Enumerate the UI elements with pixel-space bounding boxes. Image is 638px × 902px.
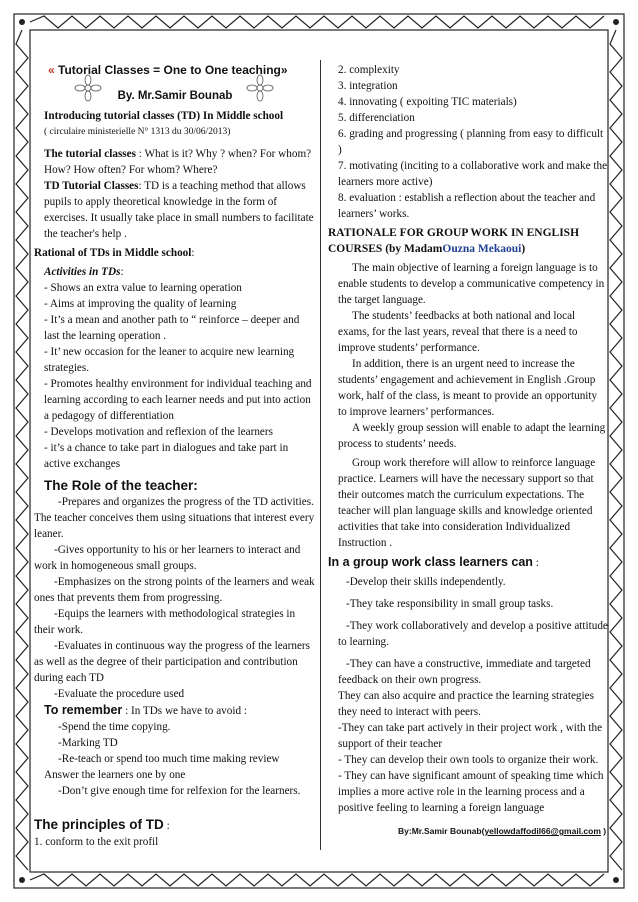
left-column <box>34 62 316 850</box>
circulaire-note: ( circulaire ministerielle N° 1313 du 30/06/2013) <box>44 127 231 137</box>
list-item: Answer the learners one by one <box>44 769 186 781</box>
group-heading: In a group work class learners can : <box>328 555 539 569</box>
list-item: -Re-teach or spend too much time making review <box>58 753 280 765</box>
rationale-paragraph: A weekly group session will enable to adapt the learning process to students’ needs. <box>338 422 606 450</box>
author-name: By. Mr.Samir Bounab <box>117 90 233 102</box>
list-item: - it’s a chance to take part in dialogues and take part in active exchanges <box>44 442 289 470</box>
list-item: -Don’t give enough time for relfexion for the learners. <box>58 785 301 797</box>
email-link[interactable]: yellowdaffodil66@gmail.com <box>484 826 601 836</box>
list-item: -They work collaboratively and develop a positive attitude to learning. <box>338 620 608 648</box>
list-item: - It’s a mean and another path to “ reinforce – deeper and last the learning operation . <box>44 314 300 342</box>
rationale-paragraph: The main objective of learning a foreign language is to enable students to develop a communicative competency in the target language. <box>338 262 605 306</box>
list-item: 4. innovating ( expoiting TIC materials) <box>338 96 517 108</box>
list-item: - They can have significant amount of speaking time which implies a more active role in the learning process and a positive feeling to learning a foreign language <box>338 770 604 814</box>
list-item: 3. integration <box>338 80 398 92</box>
list-item: 8. evaluation : establish a reflection about the teacher and learners’ works. <box>338 192 596 220</box>
list-item: -Equips the learners with methodological strategies in their work. <box>34 608 296 636</box>
list-item: 1. conform to the exit profil <box>34 836 159 848</box>
list-item: -Spend the time copying. <box>58 721 171 733</box>
remember-line: To remember : In TDs we have to avoid : <box>44 703 247 717</box>
role-heading: The Role of the teacher: <box>44 478 198 493</box>
td-definition <box>34 178 316 242</box>
tc-label: The tutorial classes <box>44 148 136 160</box>
title-quote: « <box>48 63 55 77</box>
footer-credit: By:Mr.Samir Bounab(yellowdaffodil66@gmail.com ) <box>398 826 607 836</box>
list-item: -Evaluates in continuous way the progress of the learners as well as the degree of their participation and contribution during each TD <box>34 640 310 684</box>
list-item: -Emphasizes on the strong points of the learners and weak ones that prevents them from progressing. <box>34 576 315 604</box>
list-item: -Develop their skills independently. <box>346 576 506 588</box>
list-item: 6. grading and progressing ( planning from easy to difficult ) <box>338 128 604 156</box>
list-item: 2. complexity <box>338 64 400 76</box>
td-text: : TD is a teaching method that allows pupils to apply theoretical knowledge in the form of exercises. It usually take place in small numbers to facilitate the teacher's help . <box>44 180 314 240</box>
flower-ornament-icon <box>74 74 102 102</box>
rationale-heading: RATIONALE FOR GROUP WORK IN ENGLISH COURSES (by MadamOuzna Mekaoui) <box>328 227 580 255</box>
rationale-paragraph: Group work therefore will allow to reinforce language practice. Learners will have the necessary support so that their outcomes match the curriculum expectations. The teacher will plan language skills and knowledge oriented activities that take into consideration Individualized Instruction . <box>338 457 596 549</box>
right-column <box>328 62 608 816</box>
author-line <box>34 88 316 104</box>
list-item: 7. motivating (inciting to a collaborative work and make the learners more active) <box>338 160 608 188</box>
list-item: - Shows an extra value to learning operation <box>44 282 242 294</box>
list-item: -Marking TD <box>58 737 118 749</box>
list-item: - It’ new occasion for the leaner to acquire new learning strategies. <box>44 346 295 374</box>
tc-text: : What is it? Why ? when? For whom? How? How often? For whom? Where? <box>44 148 312 176</box>
list-item: -Prepares and organizes the progress of the TD activities. The teacher conceives them using situations that interest every leaner. <box>34 496 315 540</box>
flower-ornament-icon <box>246 74 274 102</box>
list-item: - Develops motivation and reflexion of the learners <box>44 426 273 438</box>
rational-heading: Rational of TDs in Middle school: <box>34 247 195 259</box>
list-item: - Aims at improving the quality of learning <box>44 298 237 310</box>
intro-heading: Introducing tutorial classes (TD) In Middle school <box>44 110 284 122</box>
rationale-paragraph: In addition, there is an urgent need to increase the students’ engagement and achievement in English .Group work, half of the class, is meant to provide an opportunity to improve learners’ performances. <box>338 358 598 418</box>
tutorial-classes-paragraph <box>34 146 316 178</box>
list-item: 5. differenciation <box>338 112 415 124</box>
list-item: -Evaluate the procedure used <box>54 688 185 700</box>
list-item: - Promotes healthy environment for individual teaching and learning according to each learner needs and put into action a pedagogy of differentiation <box>44 378 312 422</box>
list-item: -They can have a constructive, immediate and targeted feedback on their own progress. <box>338 658 591 686</box>
principles-heading: The principles of TD : <box>34 817 170 832</box>
column-divider <box>320 60 321 850</box>
list-item: They can also acquire and practice the learning strategies they need to interact with peers. <box>338 690 594 718</box>
td-label: TD Tutorial Classes <box>44 180 139 192</box>
list-item: -They can take part actively in their project work , with the support of their teacher <box>338 722 603 750</box>
list-item: -Gives opportunity to his or her learners to interact and work in homogeneous small groups. <box>34 544 301 572</box>
title-text: Tutorial Classes = One to One teaching» <box>58 63 288 77</box>
rationale-paragraph: The students’ feedbacks at both national and local exams, for the last years, reveal that there is a need to improve students’ performance. <box>338 310 578 354</box>
activities-heading: Activities in TDs: <box>44 266 124 278</box>
list-item: -They take responsibility in small group tasks. <box>346 598 554 610</box>
list-item: - They can develop their own tools to organize their work. <box>338 754 599 766</box>
activities-section <box>34 264 316 472</box>
